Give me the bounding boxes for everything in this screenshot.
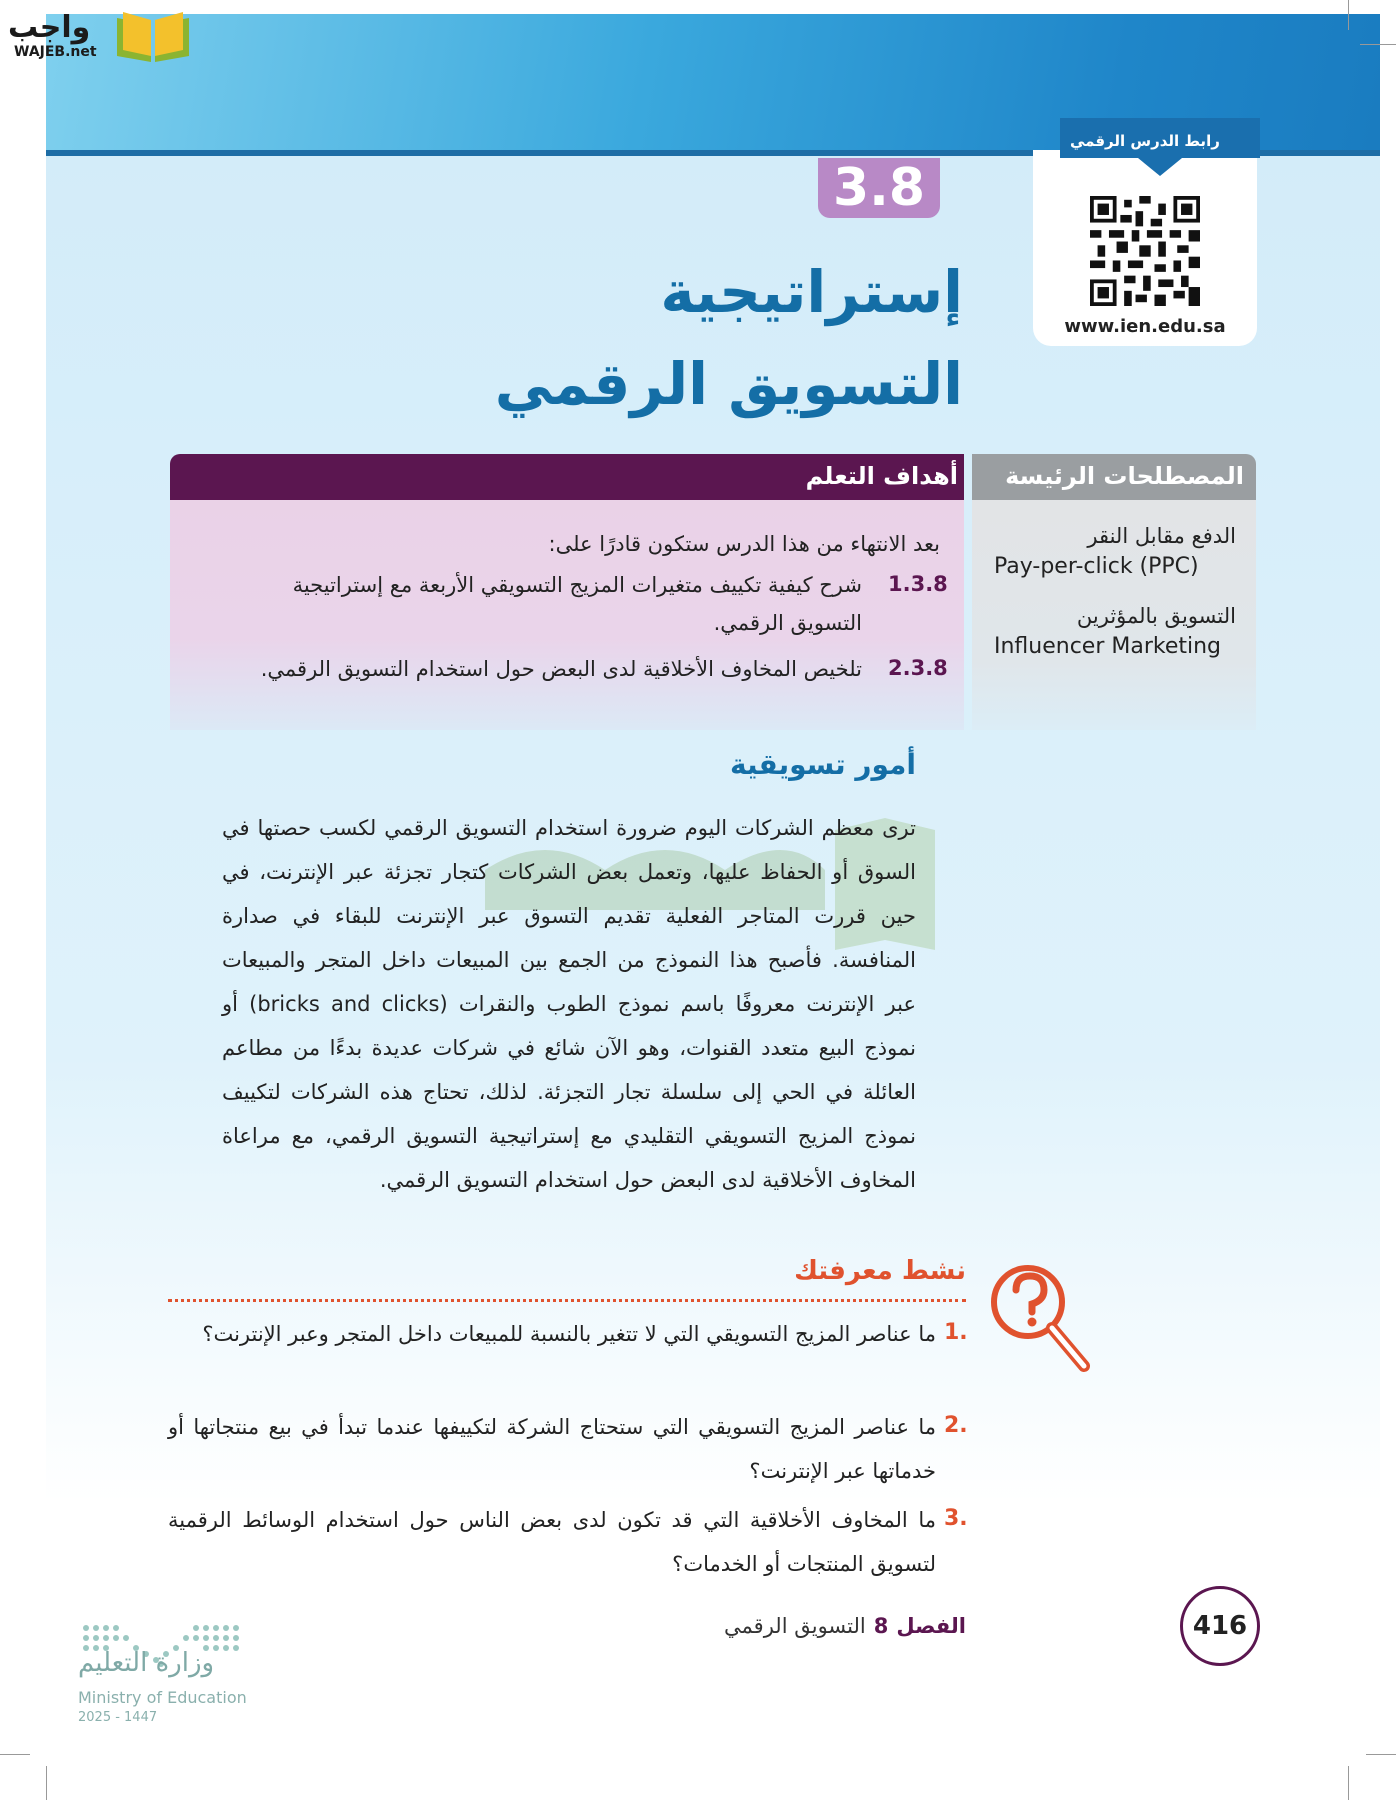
wajeb-logo[interactable] [8,6,190,66]
ministry-year: 2025 - 1447 [78,1710,158,1725]
key-terms-header [972,454,1256,500]
question-number: 2. [944,1413,968,1438]
page-number: 416 [1180,1586,1260,1666]
learning-goals-title: أهداف التعلم [805,462,958,490]
crop-mark [46,1766,47,1800]
chapter-label: الفصل [896,1614,966,1638]
question-text: ما عناصر المزيج التسويقي التي لا تتغير بالنسبة للمبيعات داخل المتجر وعبر الإنترنت؟ [202,1322,936,1346]
term-arabic: الدفع مقابل النقر [1087,524,1236,548]
lesson-title-line2: التسويق الرقمي [494,350,963,418]
goal-text: شرح كيفية تكييف متغيرات المزيج التسويقي الأربعة مع إستراتيجية التسويق الرقمي. [292,573,862,635]
goal-number: 1.3.8 [888,572,948,596]
chapter-name: التسويق الرقمي [724,1614,866,1638]
book-icon [113,8,193,64]
ministry-name-arabic: وزارة التعليم [78,1648,215,1678]
qr-code-icon[interactable] [1087,196,1203,306]
crop-mark [1360,44,1396,45]
activity-divider [168,1299,966,1302]
section-title: أمور تسويقية [730,748,916,781]
activity-title: نشط معرفتك [794,1256,966,1286]
body-paragraph: ترى معظم الشركات اليوم ضرورة استخدام التسويق الرقمي لكسب حصتها في السوق أو الحفاظ عليها، وتعمل بعض الشركات كتجار تجزئة عبر الإنترنت، في حين قررت المتاجر الفعلية تقديم التسوق عبر الإنترنت للبقاء في صدارة المنافسة. فأصبح هذا النموذج من الجمع بين المبيعات داخل المتجر والمبيعات عبر الإنترنت معروفًا باسم نموذج الطوب والنقرات (bricks and clicks) أو نموذج البيع متعدد القنوات، وهو الآن شائع في شركات عديدة بدءًا من مطاعم العائلة في الحي إلى سلسلة تجار التجزئة. لذلك، تحتاج هذه الشركات لتكييف نموذج المزيج التسويقي التقليدي مع إستراتيجية التسويق الرقمي، مع مراعاة المخاوف الأخلاقية لدى البعض حول استخدام التسويق الرقمي. [222,816,917,1192]
learning-goals-header [170,454,964,500]
crop-mark [0,1754,30,1755]
question-text: ما عناصر المزيج التسويقي التي ستحتاج الشركة لتكييفها عندما تبدأ في بيع منتجاتها أو خدماتها عبر الإنترنت؟ [168,1415,936,1483]
lesson-number-badge: 3.8 [818,158,940,218]
logo-subtext: WAJEB.net [14,44,97,60]
chapter-number: 8 [873,1614,889,1638]
logo-text: واجب [8,10,91,45]
term-english: Pay-per-click (PPC) [994,554,1199,579]
crop-mark [1366,1754,1396,1755]
crop-mark [1348,1766,1349,1800]
question-number: 3. [944,1506,968,1531]
ministry-name-english: Ministry of Education [78,1688,247,1707]
goal-text: تلخيص المخاوف الأخلاقية لدى البعض حول استخدام التسويق الرقمي. [260,657,862,681]
qr-label: رابط الدرس الرقمي [1070,132,1220,150]
term-arabic: التسويق بالمؤثرين [1076,604,1236,628]
term-english: Influencer Marketing [994,634,1222,659]
question-text: ما المخاوف الأخلاقية التي قد تكون لدى بعض الناس حول استخدام الوسائط الرقمية لتسويق المنتجات أو الخدمات؟ [168,1508,936,1576]
qr-url[interactable]: www.ien.edu.sa [1064,316,1226,337]
question-number: 1. [944,1320,968,1345]
goal-number: 2.3.8 [888,656,948,680]
magnifier-question-icon [986,1258,1096,1378]
crop-mark [1348,0,1349,30]
key-terms-title: المصطلحات الرئيسة [1005,462,1244,490]
goals-intro: بعد الانتهاء من هذا الدرس ستكون قادرًا على: [548,532,940,556]
lesson-title-line1: إستراتيجية [660,258,963,326]
chapter-footer [724,1614,966,1638]
